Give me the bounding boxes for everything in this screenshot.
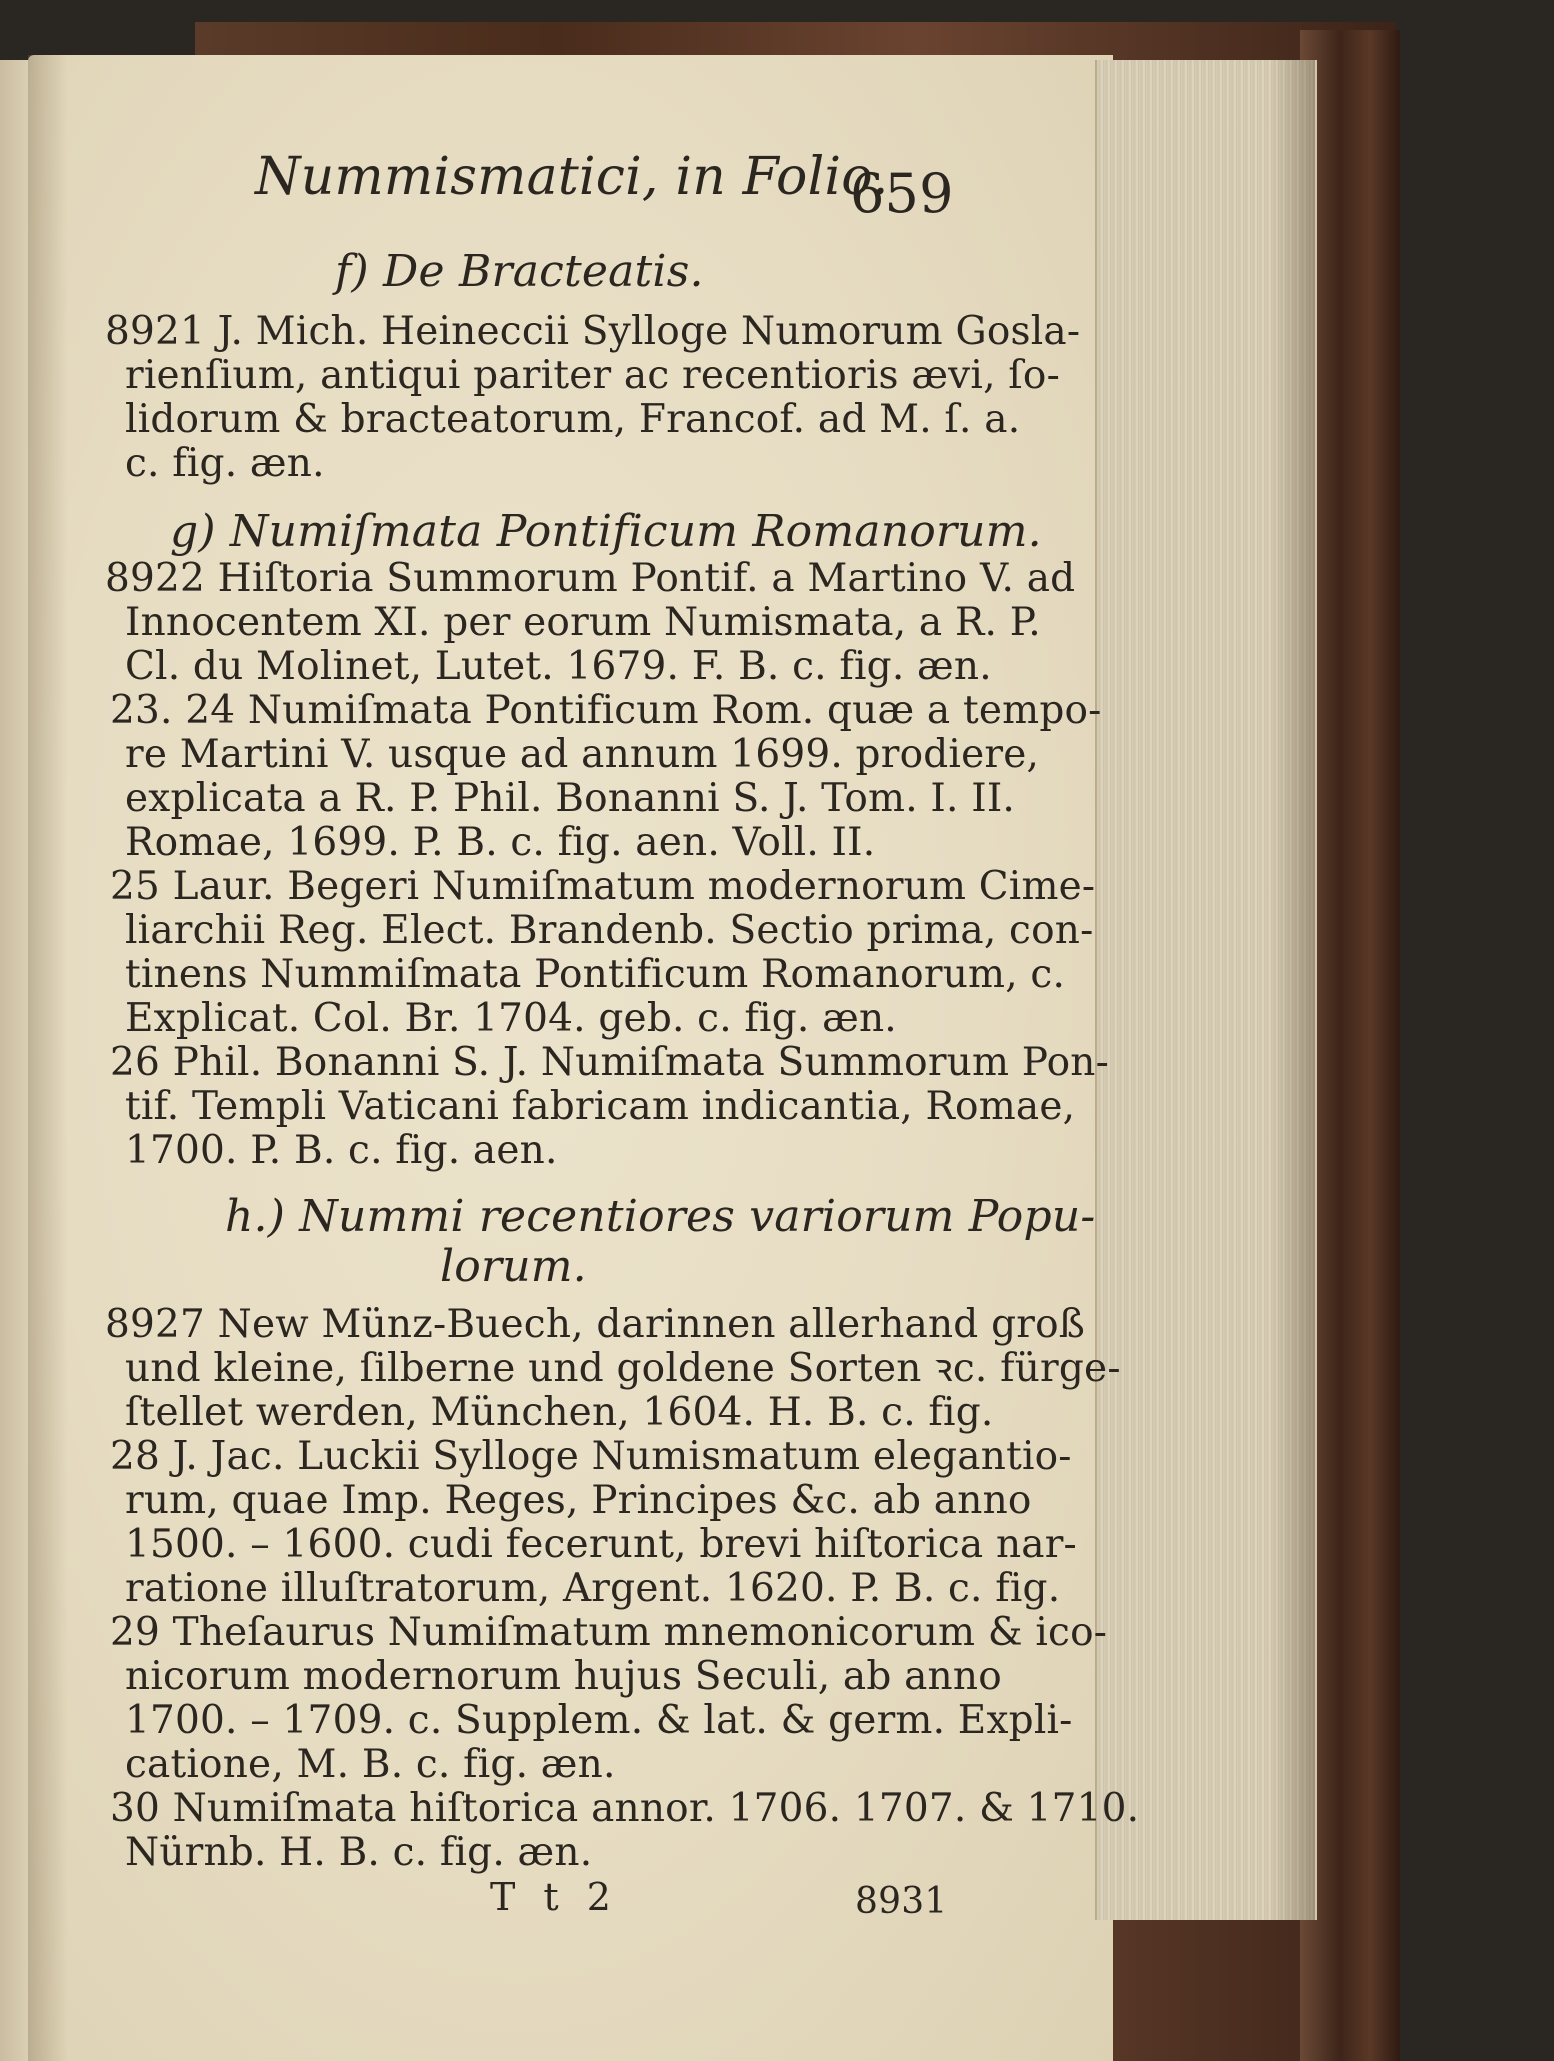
entry-line: und kleine, ſilberne und goldene Sorten ꝛc. fürge- [125,1346,1121,1391]
entry-line: rum, quae Imp. Reges, Principes &c. ab anno [125,1478,1032,1523]
entry-line: rienſium, antiqui pariter ac recentioris ævi, ſo- [125,353,1060,398]
entry-line: ratione illuſtratorum, Argent. 1620. P. B. c. fig. [125,1566,1061,1611]
entry-line: 23. 24 Numiſmata Pontificum Rom. quæ a tempo- [110,688,1102,733]
entry-line: catione, M. B. c. fig. æn. [125,1742,616,1787]
entry-line: Explicat. Col. Br. 1704. geb. c. fig. æn. [125,996,897,1041]
catchword: 8931 [855,1881,948,1922]
entry-line: 1500. – 1600. cudi fecerunt, brevi hiſtorica nar- [125,1522,1077,1567]
entry-line: tinens Nummiſmata Pontificum Romanorum, c. [125,952,1066,997]
entry-line: tif. Templi Vaticani fabricam indicantia, Romae, [125,1084,1076,1129]
signature-mark: T t 2 [490,1875,619,1919]
entry-line: nicorum modernorum hujus Seculi, ab anno [125,1654,1002,1699]
entry-line: lidorum & bracteatorum, Francof. ad M. ſ. a. [125,397,1021,442]
entry-line: 29 Theſaurus Numiſmatum mnemonicorum & ico- [110,1610,1108,1655]
entry-line: ſtellet werden, München, 1604. H. B. c. fig. [125,1390,994,1435]
entry-line: Romae, 1699. P. B. c. fig. aen. Voll. II. [125,820,876,865]
entry-line: re Martini V. usque ad annum 1699. prodiere, [125,732,1040,777]
entry-line: 25 Laur. Begeri Numiſmatum modernorum Cime- [110,864,1096,909]
entry-line: 30 Numiſmata hiſtorica annor. 1706. 1707. & 1710. [110,1786,1140,1831]
entry-line: c. fig. æn. [125,441,325,486]
entry-line: explicata a R. P. Phil. Bonanni S. J. Tom. I. II. [125,776,1016,821]
entry-line: 1700. P. B. c. fig. aen. [125,1128,558,1173]
entry-line: Nürnb. H. B. c. fig. æn. [125,1830,593,1875]
section-heading-h: h.) Nummi recentiores variorum Popu- [225,1191,1096,1242]
entry-line: 1700. – 1709. c. Supplem. & lat. & germ. Expli- [125,1698,1073,1743]
entry-line: 8921 J. Mich. Heineccii Sylloge Numorum Gosla- [105,309,1081,354]
section-heading-h-cont: lorum. [440,1241,587,1292]
entry-line: 28 J. Jac. Luckii Sylloge Numismatum elegantio- [110,1434,1072,1479]
entry-line: Cl. du Molinet, Lutet. 1679. F. B. c. fig. æn. [125,644,992,689]
entry-line: Innocentem XI. per eorum Numismata, a R. P. [125,600,1041,645]
page-number: 659 [850,162,954,225]
entry-line: 8922 Hiſtoria Summorum Pontif. a Martino V. ad [105,556,1076,601]
entry-line: liarchii Reg. Elect. Brandenb. Sectio prima, con- [125,908,1094,953]
section-heading-g: g) Numiſmata Pontificum Romanorum. [170,506,1042,557]
running-head-title: Nummismatici, in Folio. [255,147,889,207]
entry-line: 8927 New Münz-Buech, darinnen allerhand groß [105,1302,1086,1347]
section-heading-f: f) De Bracteatis. [335,246,704,297]
entry-line: 26 Phil. Bonanni S. J. Numiſmata Summorum Pon- [110,1040,1109,1085]
